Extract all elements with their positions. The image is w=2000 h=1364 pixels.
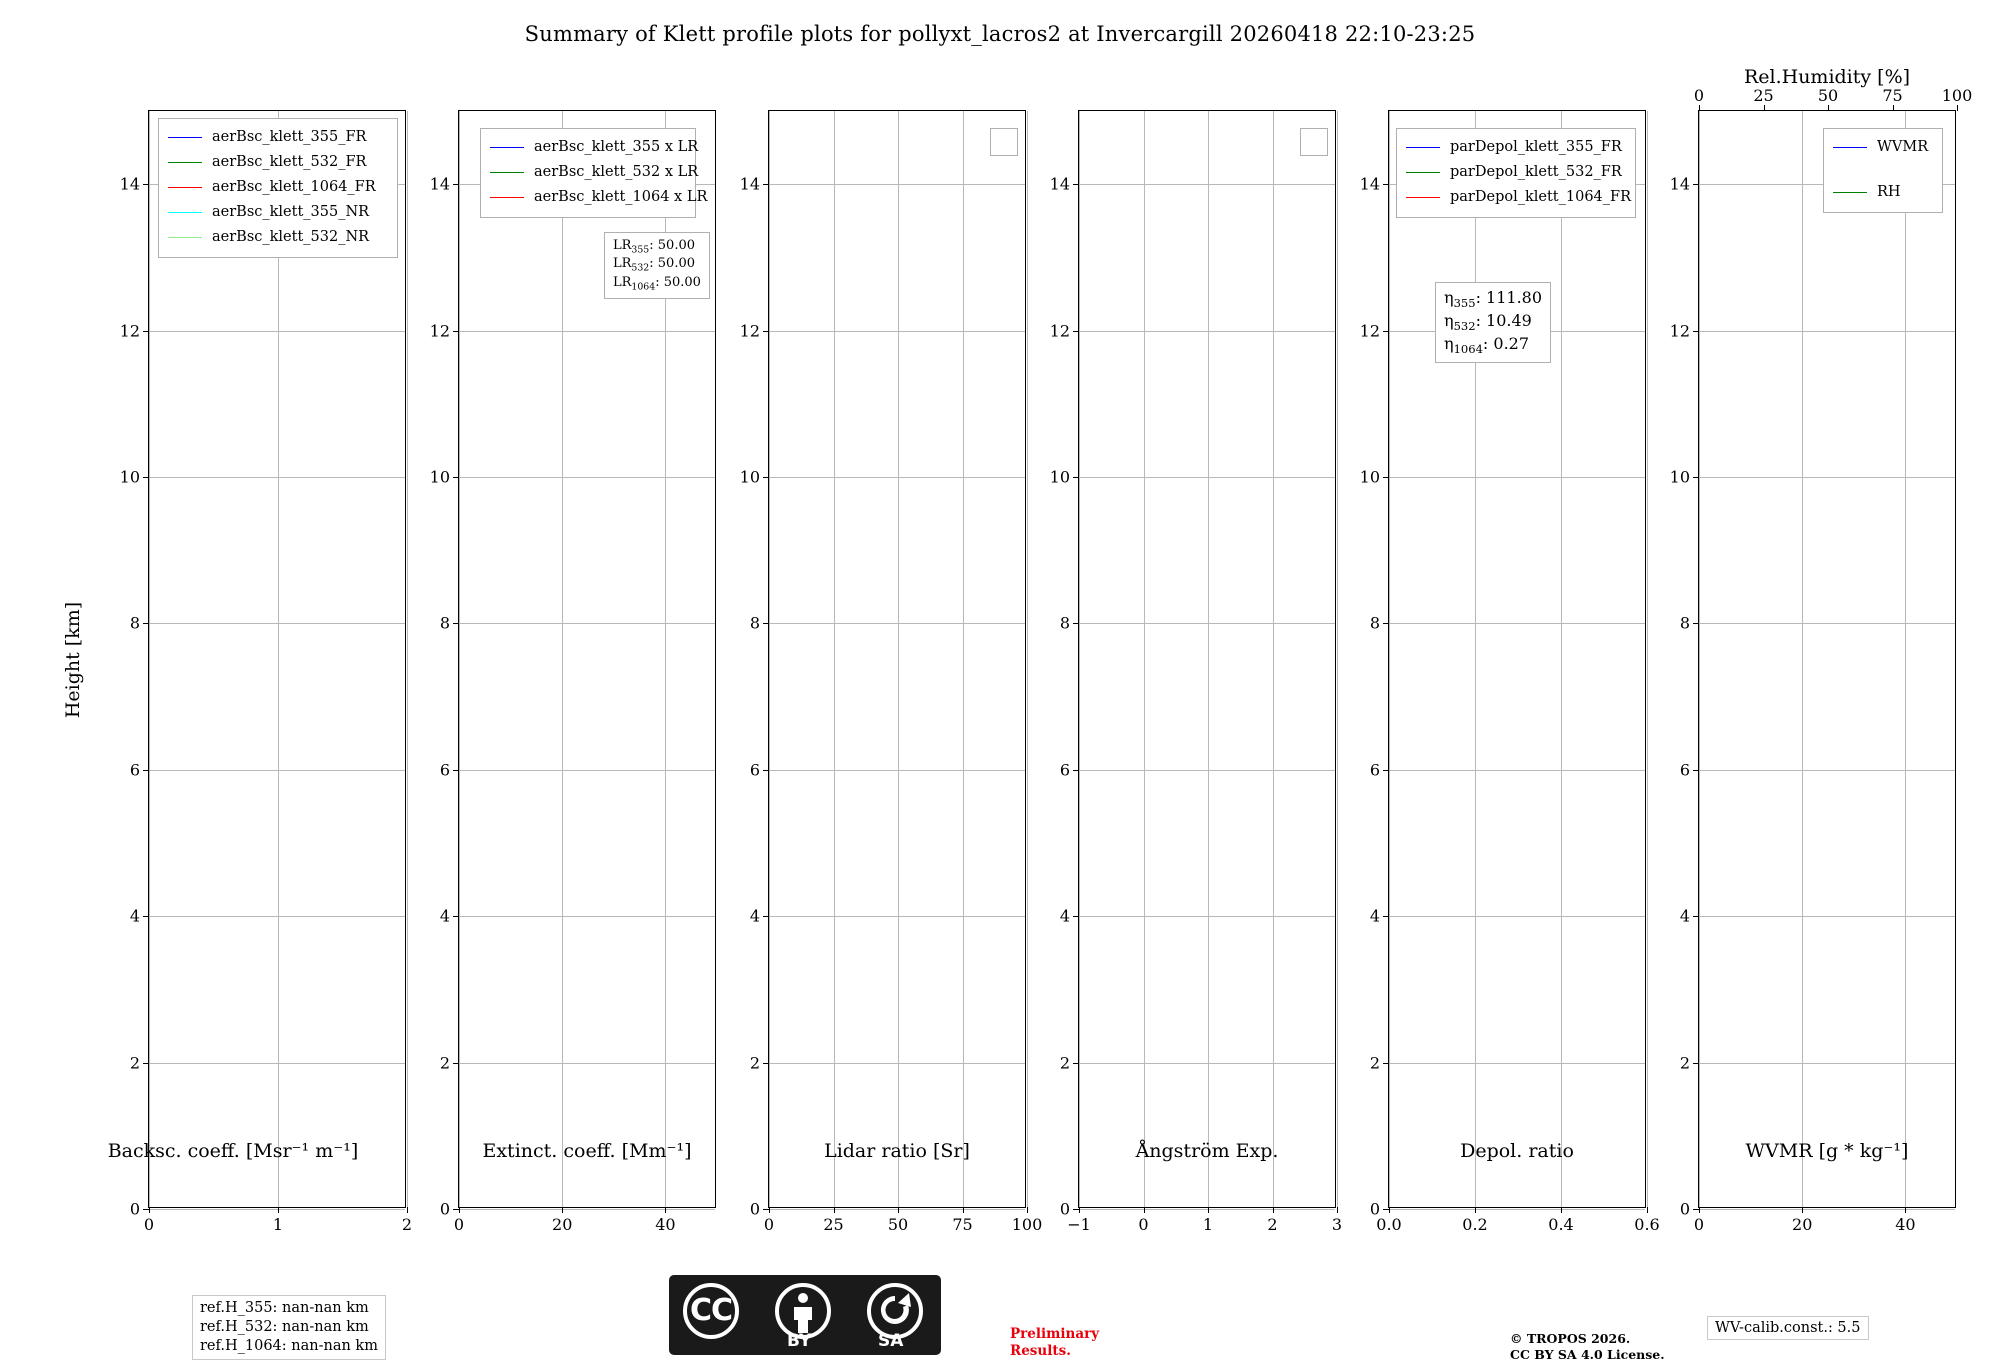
gridline-horizontal <box>1699 1209 1955 1210</box>
x-tick <box>898 1207 899 1213</box>
gridline-horizontal <box>149 477 405 478</box>
y-tick-label: 4 <box>439 906 450 926</box>
copyright-line-2: CC BY SA 4.0 License. <box>1510 1347 1665 1363</box>
gridline-horizontal <box>1079 916 1335 917</box>
x-tick <box>834 1207 835 1213</box>
legend-label: aerBsc_klett_1064_FR <box>212 179 376 196</box>
infobox-eta-values <box>1435 282 1551 363</box>
gridline-horizontal <box>1389 916 1645 917</box>
top-x-tick-label: 75 <box>1882 86 1903 105</box>
legend-wvmr-item[interactable] <box>1833 180 1933 205</box>
legend-extinction-item[interactable] <box>490 185 708 210</box>
legend-extinction <box>480 128 708 218</box>
top-x-tick <box>1699 105 1700 111</box>
x-tick <box>1699 1207 1700 1213</box>
legend-backscatter-item[interactable] <box>168 225 388 250</box>
reference-heights-box <box>192 1295 386 1360</box>
legend-color-swatch <box>1833 192 1867 193</box>
page-title: Summary of Klett profile plots for pollyxt_lacros2 at Invercargill 20260418 22:10-23:25 <box>524 22 1476 46</box>
legend-color-swatch <box>1406 147 1440 148</box>
legend-backscatter-item[interactable] <box>168 150 388 175</box>
gridline-horizontal <box>1699 623 1955 624</box>
y-tick-label: 0 <box>1059 1199 1070 1219</box>
gridline-vertical <box>1699 111 1700 1207</box>
gridline-vertical <box>769 111 770 1207</box>
y-tick-label: 6 <box>1679 760 1690 780</box>
top-x-tick-label: 100 <box>1941 86 1973 105</box>
gridline-horizontal <box>1699 916 1955 917</box>
x-tick-label: 0 <box>1693 1215 1705 1234</box>
y-tick-label: 8 <box>129 613 140 633</box>
infobox-lidar-ratios <box>604 232 710 299</box>
legend-backscatter-item[interactable] <box>168 200 388 225</box>
legend-extinction-item[interactable] <box>490 135 699 160</box>
x-axis-label-backscatter: Backsc. coeff. [Msr⁻¹ m⁻¹] <box>107 1140 359 1162</box>
y-tick-label: 8 <box>1059 613 1070 633</box>
gridline-vertical <box>898 111 899 1207</box>
y-tick-label: 4 <box>749 906 760 926</box>
y-tick-label: 10 <box>1669 467 1690 487</box>
gridline-horizontal <box>769 770 1025 771</box>
gridline-horizontal <box>149 1209 405 1210</box>
gridline-vertical <box>562 111 563 1207</box>
infobox-lr-line: $LR_{1064}$: 50.00 <box>613 274 701 293</box>
legend-wvmr-item[interactable] <box>1833 135 1933 160</box>
reference-height-line: ref.H_1064: nan-nan km <box>200 1338 378 1355</box>
panel-backscatter <box>119 110 413 1234</box>
gridline-horizontal <box>1389 477 1645 478</box>
x-axis-label-angstrom: Ångström Exp. <box>1135 1140 1279 1162</box>
y-tick-label: 6 <box>749 760 760 780</box>
x-tick <box>278 1207 279 1213</box>
panel-wvmr <box>1669 86 1973 1234</box>
legend-color-swatch <box>168 237 202 238</box>
preliminary-results-note <box>1010 1326 1099 1360</box>
legend-color-swatch <box>168 187 202 188</box>
legend-color-swatch <box>168 137 202 138</box>
y-tick-label: 10 <box>429 467 450 487</box>
x-axis-label-depol: Depol. ratio <box>1460 1140 1574 1162</box>
legend-label: aerBsc_klett_355_NR <box>212 204 370 221</box>
gridline-vertical <box>1475 111 1476 1207</box>
top-x-tick-label: 0 <box>1693 86 1705 105</box>
legend-backscatter-item[interactable] <box>168 125 388 150</box>
gridline-horizontal <box>769 1209 1025 1210</box>
y-tick-label: 10 <box>1049 467 1070 487</box>
legend-depolarization-item[interactable] <box>1406 160 1626 185</box>
x-tick <box>1561 1207 1562 1213</box>
gridline-horizontal <box>459 1209 715 1210</box>
top-x-tick <box>1957 105 1958 111</box>
legend-label: parDepol_klett_1064_FR <box>1450 189 1632 206</box>
y-tick-label: 6 <box>1369 760 1380 780</box>
gridline-horizontal <box>1079 477 1335 478</box>
x-tick-label: 50 <box>887 1215 909 1234</box>
gridline-vertical <box>1208 111 1209 1207</box>
y-tick-label: 8 <box>1369 613 1380 633</box>
gridline-horizontal <box>459 331 715 332</box>
x-tick <box>1475 1207 1476 1213</box>
legend-color-swatch <box>490 197 524 198</box>
reference-height-line: ref.H_355: nan-nan km <box>200 1300 369 1316</box>
gridline-horizontal <box>1389 770 1645 771</box>
gridline-vertical <box>407 111 408 1207</box>
y-tick-label: 10 <box>119 467 140 487</box>
y-tick-label: 0 <box>1369 1199 1380 1219</box>
y-tick-label: 14 <box>739 174 760 194</box>
x-tick-label: 0 <box>143 1215 155 1234</box>
y-tick-label: 10 <box>1359 467 1380 487</box>
gridline-horizontal <box>149 623 405 624</box>
gridline-horizontal <box>459 623 715 624</box>
top-x-tick <box>1764 105 1765 111</box>
top-x-tick-label: 50 <box>1817 86 1839 105</box>
gridline-horizontal <box>459 1063 715 1064</box>
x-tick-label: 0 <box>763 1215 775 1234</box>
legend-depolarization-item[interactable] <box>1406 185 1632 210</box>
x-tick-label: 40 <box>655 1215 676 1234</box>
gridline-horizontal <box>1699 331 1955 332</box>
panel-lidar-ratio <box>739 110 1043 1234</box>
x-tick-label: 40 <box>1895 1215 1916 1234</box>
x-tick-label: 0.6 <box>1634 1215 1660 1234</box>
legend-label: parDepol_klett_355_FR <box>1450 139 1622 156</box>
preliminary-line-1: Preliminary <box>1010 1326 1100 1342</box>
x-tick-label: 1 <box>272 1215 284 1234</box>
legend-angstrom-empty <box>1300 128 1328 156</box>
infobox-eta-line: $\eta_{532}$: 10.49 <box>1444 311 1532 334</box>
x-axis-label-lidar-ratio: Lidar ratio [Sr] <box>824 1140 970 1162</box>
x-axis-label-extinction: Extinct. coeff. [Mm⁻¹] <box>482 1140 692 1162</box>
y-tick-label: 6 <box>1059 760 1070 780</box>
y-tick-label: 10 <box>739 467 760 487</box>
y-tick-label: 8 <box>749 613 760 633</box>
x-tick-label: 2 <box>1267 1215 1278 1234</box>
gridline-horizontal <box>1079 1209 1335 1210</box>
gridline-vertical <box>1905 111 1906 1207</box>
legend-color-swatch <box>1406 197 1440 198</box>
gridline-vertical <box>1802 111 1803 1207</box>
legend-color-swatch <box>168 212 202 213</box>
copyright-note <box>1510 1331 1665 1364</box>
wv-calibration-constant: WV-calib.const.: 5.5 <box>1707 1316 1869 1340</box>
x-tick-label: 2 <box>401 1215 413 1234</box>
gridline-vertical <box>149 111 150 1207</box>
gridline-horizontal <box>149 770 405 771</box>
y-tick-label: 4 <box>129 906 140 926</box>
x-tick-label: 0 <box>1138 1215 1149 1234</box>
y-tick-label: 4 <box>1059 906 1070 926</box>
legend-backscatter-item[interactable] <box>168 175 388 200</box>
gridline-vertical <box>1079 111 1080 1207</box>
gridline-horizontal <box>1699 770 1955 771</box>
panel-depolarization-ratio <box>1359 110 1660 1234</box>
y-axis-label: Height [km] <box>62 601 84 719</box>
legend-color-swatch <box>490 172 524 173</box>
x-tick <box>1144 1207 1145 1213</box>
legend-lidar-ratio-empty <box>990 128 1018 156</box>
y-tick-label: 0 <box>749 1199 760 1219</box>
creative-commons-badge <box>669 1275 941 1355</box>
copyright-line-1: © TROPOS 2026. <box>1510 1331 1631 1346</box>
gridline-horizontal <box>1389 623 1645 624</box>
x-tick <box>459 1207 460 1213</box>
gridline-horizontal <box>1079 184 1335 185</box>
y-tick-label: 12 <box>1669 321 1690 341</box>
x-tick-label: 25 <box>823 1215 844 1234</box>
gridline-horizontal <box>149 916 405 917</box>
infobox-lr-line: $LR_{532}$: 50.00 <box>613 256 695 274</box>
legend-color-swatch <box>1406 172 1440 173</box>
gridline-vertical <box>1144 111 1145 1207</box>
y-tick-label: 12 <box>119 321 140 341</box>
gridline-horizontal <box>769 1063 1025 1064</box>
gridline-vertical <box>1389 111 1390 1207</box>
x-tick-label: 1 <box>1202 1215 1214 1234</box>
x-tick <box>1647 1207 1648 1213</box>
y-tick-label: 12 <box>1049 321 1070 341</box>
legend-depolarization <box>1396 128 1636 218</box>
x-tick-label: 3 <box>1331 1215 1343 1234</box>
gridline-vertical <box>1647 111 1648 1207</box>
gridline-horizontal <box>459 916 715 917</box>
gridline-vertical <box>834 111 835 1207</box>
gridline-vertical <box>1561 111 1562 1207</box>
y-tick-label: 14 <box>1049 174 1070 194</box>
gridline-horizontal <box>769 477 1025 478</box>
y-tick-label: 4 <box>1679 906 1690 926</box>
legend-label: aerBsc_klett_1064 x LR <box>534 189 708 206</box>
x-tick <box>1079 1207 1080 1213</box>
gridline-horizontal <box>149 1063 405 1064</box>
gridline-vertical <box>278 111 279 1207</box>
gridline-vertical <box>459 111 460 1207</box>
legend-label: WVMR <box>1877 139 1929 156</box>
x-tick-label: −1 <box>1067 1215 1091 1234</box>
infobox-eta-line: $\eta_{1064}$: 0.27 <box>1444 334 1530 357</box>
y-tick-label: 8 <box>1679 613 1690 633</box>
panel-angstrom-exponent <box>1049 110 1343 1234</box>
x-axis-label-wvmr: WVMR [g * kg⁻¹] <box>1745 1140 1909 1162</box>
y-tick-label: 0 <box>129 1199 140 1219</box>
legend-extinction-item[interactable] <box>490 160 699 185</box>
y-tick-label: 6 <box>439 760 450 780</box>
y-tick-label: 14 <box>119 174 140 194</box>
gridline-horizontal <box>459 477 715 478</box>
x-tick-label: 20 <box>1792 1215 1813 1234</box>
y-tick-label: 2 <box>129 1053 140 1073</box>
y-tick-label: 14 <box>1669 174 1690 194</box>
legend-label: aerBsc_klett_532 x LR <box>534 164 699 181</box>
legend-label: aerBsc_klett_532_FR <box>212 154 367 171</box>
cc-logo-icon: CC <box>683 1283 739 1339</box>
gridline-vertical <box>1273 111 1274 1207</box>
gridline-horizontal <box>1079 331 1335 332</box>
y-tick-label: 2 <box>1679 1053 1690 1073</box>
top-axis-label-humidity: Rel.Humidity [%] <box>1743 66 1911 88</box>
y-tick-label: 0 <box>1679 1199 1690 1219</box>
x-tick <box>562 1207 563 1213</box>
gridline-horizontal <box>769 623 1025 624</box>
legend-label: aerBsc_klett_355 x LR <box>534 139 699 156</box>
gridline-horizontal <box>769 331 1025 332</box>
x-tick-label: 75 <box>952 1215 973 1234</box>
top-x-tick <box>1893 105 1894 111</box>
x-tick <box>1208 1207 1209 1213</box>
y-tick-label: 8 <box>439 613 450 633</box>
x-tick <box>1389 1207 1390 1213</box>
infobox-lr-line: $LR_{355}$: 50.00 <box>613 238 695 256</box>
y-tick-label: 2 <box>1369 1053 1380 1073</box>
top-x-tick-label: 25 <box>1753 86 1774 105</box>
legend-color-swatch <box>490 147 524 148</box>
legend-color-swatch <box>168 162 202 163</box>
y-tick-label: 12 <box>429 321 450 341</box>
cc-sa-label: SA <box>878 1331 904 1351</box>
y-tick-label: 12 <box>739 321 760 341</box>
cc-by-label: BY <box>787 1331 812 1351</box>
legend-label: parDepol_klett_532_FR <box>1450 164 1622 181</box>
y-tick-label: 14 <box>1359 174 1380 194</box>
y-tick-label: 6 <box>129 760 140 780</box>
infobox-eta-line: $\eta_{355}$: 111.80 <box>1444 288 1543 311</box>
x-tick <box>407 1207 408 1213</box>
gridline-vertical <box>1027 111 1028 1207</box>
gridline-horizontal <box>1699 1063 1955 1064</box>
legend-color-swatch <box>1833 147 1867 148</box>
gridline-horizontal <box>1079 770 1335 771</box>
x-tick-label: 0 <box>453 1215 465 1234</box>
reference-height-line: ref.H_532: nan-nan km <box>200 1319 369 1336</box>
x-tick <box>665 1207 666 1213</box>
x-tick <box>963 1207 964 1213</box>
gridline-vertical <box>963 111 964 1207</box>
top-x-tick <box>1828 105 1829 111</box>
legend-depolarization-item[interactable] <box>1406 135 1626 160</box>
x-tick <box>1027 1207 1028 1213</box>
gridline-horizontal <box>149 331 405 332</box>
y-tick-label: 12 <box>1359 321 1380 341</box>
gridline-horizontal <box>1389 1209 1645 1210</box>
x-tick-label: 20 <box>552 1215 573 1234</box>
gridline-horizontal <box>1079 623 1335 624</box>
x-tick <box>1802 1207 1803 1213</box>
y-tick-label: 14 <box>429 174 450 194</box>
y-tick-label: 0 <box>439 1199 450 1219</box>
legend-label: aerBsc_klett_532_NR <box>212 229 370 246</box>
preliminary-line-2: Results. <box>1010 1342 1071 1359</box>
x-tick <box>769 1207 770 1213</box>
legend-wvmr-top <box>1823 128 1943 213</box>
y-tick-label: 2 <box>439 1053 450 1073</box>
legend-label: RH <box>1877 184 1901 201</box>
x-tick-label: 100 <box>1011 1215 1043 1234</box>
x-tick <box>1273 1207 1274 1213</box>
x-tick <box>149 1207 150 1213</box>
gridline-horizontal <box>1079 1063 1335 1064</box>
legend-backscatter <box>158 118 398 258</box>
gridline-horizontal <box>459 770 715 771</box>
gridline-horizontal <box>1389 1063 1645 1064</box>
legend-label: aerBsc_klett_355_FR <box>212 129 367 146</box>
gridline-vertical <box>1337 111 1338 1207</box>
y-tick-label: 4 <box>1369 906 1380 926</box>
x-tick-label: 0.2 <box>1462 1215 1488 1234</box>
gridline-horizontal <box>769 916 1025 917</box>
gridline-horizontal <box>1699 477 1955 478</box>
x-tick-label: 0.4 <box>1548 1215 1574 1234</box>
x-tick-label: 0.0 <box>1376 1215 1402 1234</box>
x-tick <box>1337 1207 1338 1213</box>
gridline-horizontal <box>769 184 1025 185</box>
x-tick <box>1905 1207 1906 1213</box>
y-tick-label: 2 <box>749 1053 760 1073</box>
y-tick-label: 2 <box>1059 1053 1070 1073</box>
